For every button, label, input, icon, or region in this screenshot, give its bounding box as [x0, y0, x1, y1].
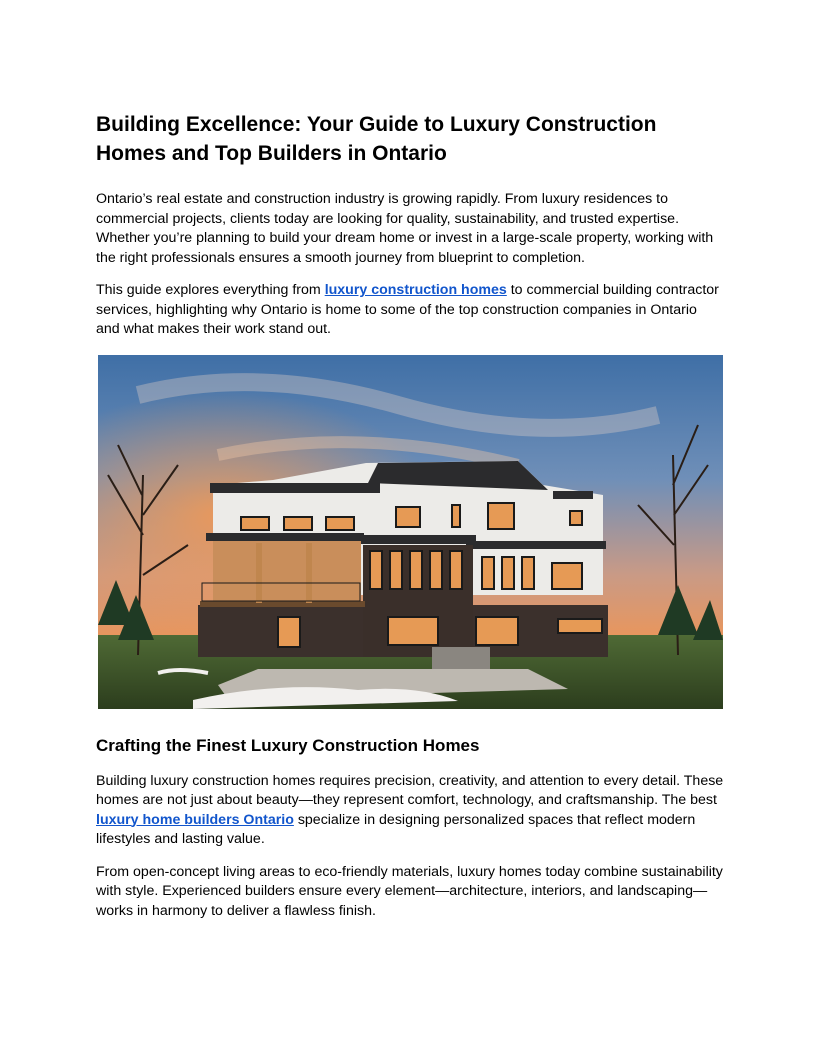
section-paragraph-1 [96, 772, 724, 850]
luxury-home-builders-ontario-link[interactable]: luxury home builders Ontario [96, 811, 294, 828]
intro-p2-after: to commercial building contractor services, highlighting why Ontario is home to some of the top construction companies in Ontario and what makes their work stand out. [96, 282, 719, 337]
section-paragraph-2: From open-concept living areas to eco-friendly materials, luxury homes today combine sustainability with style. Experienced builders ensure every element—architecture, interiors, and landscaping—works in harmony to deliver a flawless finish. [96, 863, 723, 919]
intro-p2-before: This guide explores everything from [96, 282, 325, 298]
luxury-construction-homes-link[interactable]: luxury construction homes [324, 282, 507, 298]
section-heading: Crafting the Finest Luxury Construction Homes [96, 735, 480, 755]
intro-paragraph-2 [96, 281, 724, 340]
page-title: Building Excellence: Your Guide to Luxury Construction Homes and Top Builders in Ontario [96, 113, 657, 165]
section-p1-after: specialize in designing personalized spaces that reflect modern lifestyles and lasting value. [96, 811, 696, 847]
section-p1-before: Building luxury construction homes requires precision, creativity, and attention to every detail. These homes are not just about beauty—they represent comfort, technology, and craftsmanship. The best [96, 772, 724, 808]
luxury-house-photo-icon [98, 355, 723, 709]
article [96, 110, 724, 934]
intro-paragraph-1: Ontario’s real estate and construction industry is growing rapidly. From luxury residences to commercial projects, clients today are looking for quality, sustainability, and trusted expertise. Whether you’re planning to build your dream home or invest in a large-scale property, working with the right professionals ensures a smooth journey from blueprint to completion. [96, 191, 714, 266]
